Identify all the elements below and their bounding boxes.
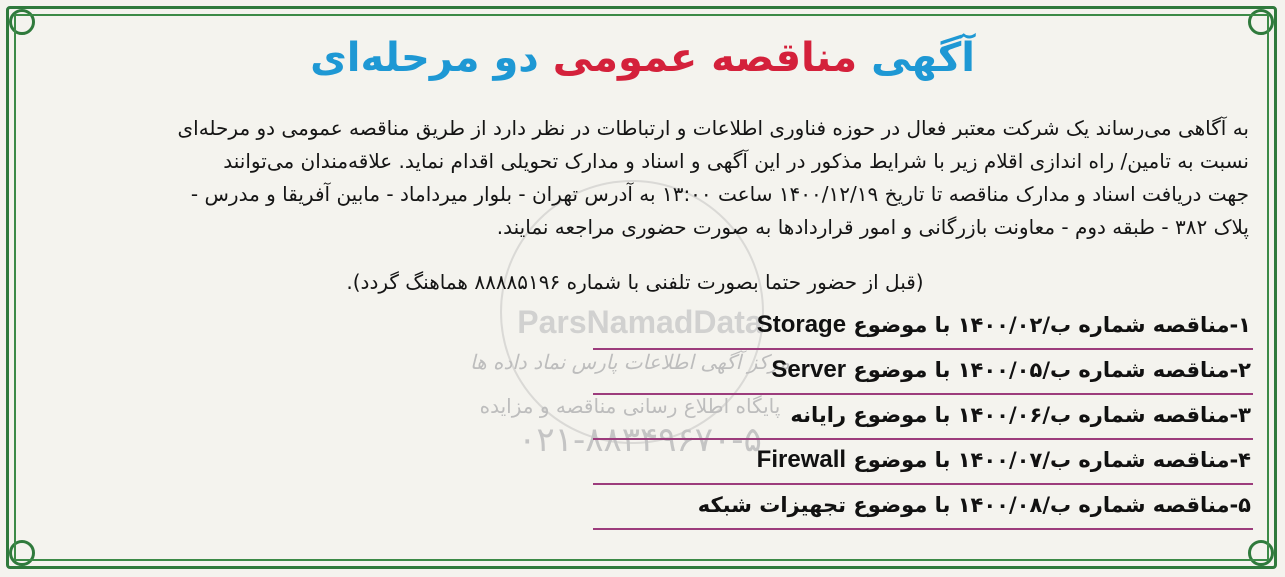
body-line-2: نسبت به تامین/ راه اندازی اقلام زیر با شرایط مذکور در این آگهی و اسناد و مدارک تحویلی اقدام نماید. علاقه‌مندان می‌توانند (223, 149, 1249, 173)
tender-list (593, 305, 1253, 530)
tender-item (593, 350, 1253, 395)
announcement-body (36, 112, 1249, 244)
body-line-3: جهت دریافت اسناد و مدارک مناقصه تا تاریخ ۱۴۰۰/۱۲/۱۹ ساعت ۱۳:۰۰ به آدرس تهران - بلوار میرداماد - مابین آفریقا و مدرس - (190, 182, 1249, 206)
watermark-brand: ParsNamadData (517, 304, 763, 340)
contact-note: (قبل از حضور حتما بصورت تلفنی با شماره ۸۸۸۸۵۱۹۶ هماهنگ گردد). (346, 270, 924, 294)
body-line-4: پلاک ۳۸۲ - طبقه دوم - معاونت بازرگانی و امور قراردادها به صورت حضوری مراجعه نمایند. (496, 215, 1249, 239)
tender-item (593, 440, 1253, 485)
tender-subject: رایانه (790, 403, 847, 427)
tender-subject: Storage (756, 311, 847, 338)
tender-subject: Firewall (756, 446, 847, 473)
watermark-subcaption: پایگاه اطلاع رسانی مناقصه و مزایده (479, 394, 781, 418)
tender-number: ۱-مناقصه شماره ب/۱۴۰۰/۰۲ با موضوع (846, 313, 1251, 337)
tender-item (593, 485, 1253, 530)
tender-item (593, 395, 1253, 440)
title-part-1: آگهی (871, 35, 975, 81)
tender-subject: تجهیزات شبکه (697, 493, 847, 517)
tender-number: ۲-مناقصه شماره ب/۱۴۰۰/۰۵ با موضوع (846, 358, 1251, 382)
page-title (0, 30, 1285, 86)
tender-number: ۳-مناقصه شماره ب/۱۴۰۰/۰۶ با موضوع (846, 403, 1251, 427)
watermark-caption: مرکز آگهی اطلاعات پارس نماد داده ها (469, 350, 791, 374)
tender-number: ۴-مناقصه شماره ب/۱۴۰۰/۰۷ با موضوع (846, 448, 1251, 472)
tender-subject: Server (771, 356, 847, 383)
watermark-phone: ۰۲۱-۸۸۳۴۹۶۷۰-۵ (518, 420, 762, 460)
title-part-2: مناقصه عمومی (552, 35, 858, 81)
tender-number: ۵-مناقصه شماره ب/۱۴۰۰/۰۸ با موضوع (846, 493, 1251, 517)
body-line-1: به آگاهی می‌رساند یک شرکت معتبر فعال در حوزه فناوری اطلاعات و ارتباطات در نظر دارد از طریق مناقصه عمومی دو مرحله‌ای (177, 116, 1249, 140)
title-part-3: دو مرحله‌ای (310, 35, 539, 81)
tender-item (593, 305, 1253, 350)
